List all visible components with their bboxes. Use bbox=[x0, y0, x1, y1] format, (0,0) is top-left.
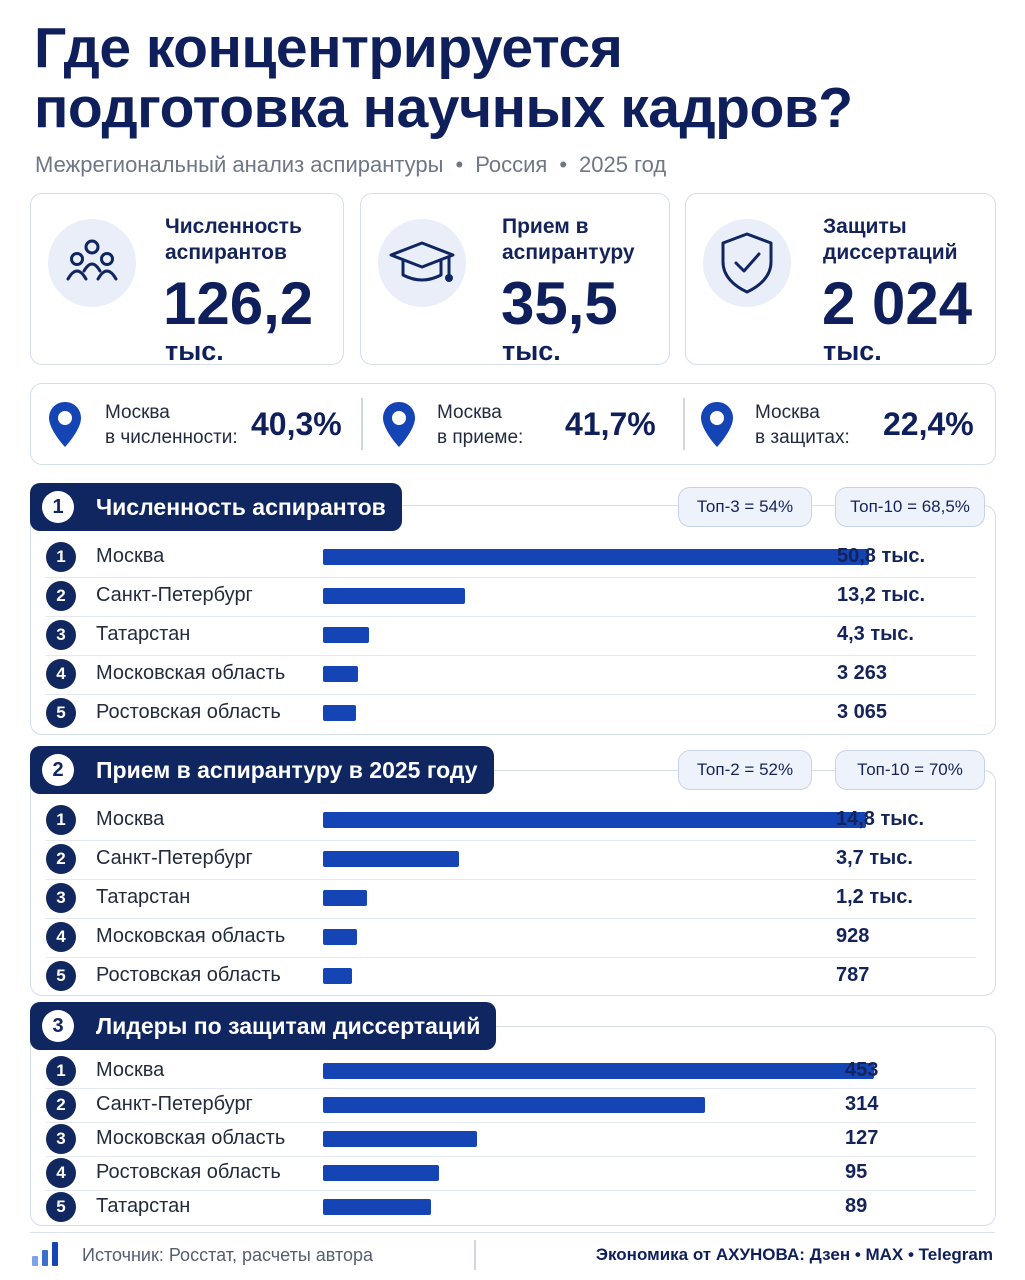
category-label: Москва bbox=[96, 1059, 165, 1081]
value-label: 787 bbox=[836, 964, 870, 986]
value-label: 4,3 тыс. bbox=[837, 623, 914, 645]
page-title bbox=[34, 18, 1014, 138]
subtitle-separator: • bbox=[455, 152, 464, 177]
bar-row bbox=[46, 1192, 976, 1222]
bar bbox=[323, 1165, 439, 1181]
category-label: Санкт-Петербург bbox=[96, 584, 253, 606]
section-header bbox=[30, 483, 402, 531]
bar bbox=[323, 588, 465, 604]
rank-badge: 4 bbox=[46, 922, 76, 952]
bar bbox=[323, 851, 459, 867]
stat-label: Прием в аспирантуру bbox=[502, 215, 635, 264]
stat-value: 2 024 bbox=[822, 270, 973, 337]
bar bbox=[323, 1131, 477, 1147]
bar-row bbox=[46, 1124, 976, 1154]
bar bbox=[323, 890, 367, 906]
stat-value: 126,2 bbox=[163, 270, 314, 337]
row-divider bbox=[46, 879, 976, 880]
rank-badge: 1 bbox=[46, 1056, 76, 1086]
value-label: 3 263 bbox=[837, 662, 888, 684]
moscow-share-students bbox=[31, 384, 361, 464]
bar bbox=[323, 1063, 874, 1079]
top-share-pill: Топ-3 = 54% bbox=[678, 487, 812, 527]
category-label: Ростовская область bbox=[96, 701, 281, 723]
rank-badge: 3 bbox=[46, 883, 76, 913]
row-divider bbox=[46, 616, 976, 617]
row-divider bbox=[46, 694, 976, 695]
location-pin-icon bbox=[47, 400, 83, 450]
category-label: Санкт-Петербург bbox=[96, 1093, 253, 1115]
share-value: 40,3% bbox=[251, 406, 342, 442]
bar-row bbox=[46, 803, 976, 837]
category-label: Ростовская область bbox=[96, 1161, 281, 1183]
share-label: Москва в приеме: bbox=[437, 402, 524, 448]
category-label: Ростовская область bbox=[96, 964, 281, 986]
value-label: 95 bbox=[845, 1161, 868, 1183]
rank-badge: 4 bbox=[46, 659, 76, 689]
category-label: Москва bbox=[96, 545, 165, 567]
bar-chart-icon bbox=[32, 1242, 60, 1266]
top-share-pill: Топ-10 = 70% bbox=[835, 750, 985, 790]
rank-badge: 5 bbox=[46, 698, 76, 728]
people-icon bbox=[48, 219, 136, 307]
value-label: 127 bbox=[845, 1127, 879, 1149]
top-share-pill: Топ-10 = 68,5% bbox=[835, 487, 985, 527]
bar-row bbox=[46, 618, 976, 652]
bar-row bbox=[46, 842, 976, 876]
section-title: Лидеры по защитам диссертаций bbox=[96, 1012, 481, 1039]
subtitle-country: Россия bbox=[475, 152, 548, 177]
category-label: Московская область bbox=[96, 1127, 286, 1149]
value-label: 89 bbox=[845, 1195, 868, 1217]
bar-row bbox=[46, 579, 976, 613]
bar-row bbox=[46, 1090, 976, 1120]
stat-label: Защиты диссертаций bbox=[823, 215, 958, 264]
location-pin-icon bbox=[699, 400, 735, 450]
value-label: 13,2 тыс. bbox=[837, 584, 926, 606]
category-label: Московская область bbox=[96, 662, 286, 684]
row-divider bbox=[46, 840, 976, 841]
row-divider bbox=[46, 577, 976, 578]
page-subtitle bbox=[35, 152, 666, 178]
stat-card-defenses bbox=[685, 193, 996, 365]
section-number: 3 bbox=[42, 1010, 74, 1042]
value-label: 1,2 тыс. bbox=[836, 886, 913, 908]
category-label: Татарстан bbox=[96, 886, 191, 908]
section-number: 1 bbox=[42, 491, 74, 523]
rank-badge: 5 bbox=[46, 1192, 76, 1222]
stat-label: Численность аспирантов bbox=[165, 215, 302, 264]
moscow-share-admissions bbox=[363, 384, 683, 464]
bar bbox=[323, 929, 357, 945]
title-line-1: Где концентрируется bbox=[34, 16, 623, 80]
title-line-2: подготовка научных кадров? bbox=[34, 76, 853, 140]
footer-separator bbox=[474, 1240, 476, 1270]
category-label: Московская область bbox=[96, 925, 286, 947]
bar bbox=[323, 549, 869, 565]
row-divider bbox=[46, 1088, 976, 1089]
moscow-share-defenses bbox=[685, 384, 995, 464]
category-label: Санкт-Петербург bbox=[96, 847, 253, 869]
rank-badge: 3 bbox=[46, 620, 76, 650]
bar-row bbox=[46, 540, 976, 574]
bar bbox=[323, 666, 358, 682]
stat-unit: тыс. bbox=[823, 336, 882, 366]
rank-badge: 2 bbox=[46, 844, 76, 874]
rank-badge: 5 bbox=[46, 961, 76, 991]
bar-row bbox=[46, 920, 976, 954]
stat-card-students bbox=[30, 193, 344, 365]
value-label: 3 065 bbox=[837, 701, 888, 723]
bar-row bbox=[46, 657, 976, 691]
footer-divider bbox=[30, 1232, 995, 1233]
value-label: 314 bbox=[845, 1093, 879, 1115]
stat-unit: тыс. bbox=[165, 336, 224, 366]
section-number: 2 bbox=[42, 754, 74, 786]
value-label: 928 bbox=[836, 925, 870, 947]
bar-row bbox=[46, 959, 976, 993]
bar bbox=[323, 705, 356, 721]
section-title: Численность аспирантов bbox=[96, 493, 386, 520]
share-label: Москва в защитах: bbox=[755, 402, 850, 448]
category-label: Москва bbox=[96, 808, 165, 830]
row-divider bbox=[46, 655, 976, 656]
share-value: 41,7% bbox=[565, 406, 656, 442]
bar bbox=[323, 968, 352, 984]
bar-row bbox=[46, 881, 976, 915]
bar bbox=[323, 812, 866, 828]
row-divider bbox=[46, 1122, 976, 1123]
shield-check-icon bbox=[703, 219, 791, 307]
rank-badge: 1 bbox=[46, 805, 76, 835]
bar bbox=[323, 1097, 705, 1113]
value-label: 14,8 тыс. bbox=[836, 808, 925, 830]
value-label: 3,7 тыс. bbox=[836, 847, 913, 869]
location-pin-icon bbox=[381, 400, 417, 450]
rank-badge: 1 bbox=[46, 542, 76, 572]
bar-row bbox=[46, 1056, 976, 1086]
rank-badge: 4 bbox=[46, 1158, 76, 1188]
category-label: Татарстан bbox=[96, 623, 191, 645]
graduation-cap-icon bbox=[378, 219, 466, 307]
author-brand: Экономика от АХУНОВА: Дзен • MAX • Telegram bbox=[595, 1245, 993, 1264]
section-header bbox=[30, 746, 494, 794]
row-divider bbox=[46, 1190, 976, 1191]
bar bbox=[323, 627, 369, 643]
value-label: 453 bbox=[845, 1059, 879, 1081]
bar bbox=[323, 1199, 431, 1215]
moscow-share-panel bbox=[30, 383, 996, 465]
bar-row bbox=[46, 696, 976, 730]
source-note: Источник: Росстат, расчеты автора bbox=[82, 1245, 374, 1265]
stat-unit: тыс. bbox=[502, 336, 561, 366]
rank-badge: 3 bbox=[46, 1124, 76, 1154]
subtitle-separator: • bbox=[559, 152, 568, 177]
bar-row bbox=[46, 1158, 976, 1188]
stat-value: 35,5 bbox=[501, 270, 618, 337]
value-label: 50,8 тыс. bbox=[837, 545, 926, 567]
rank-badge: 2 bbox=[46, 581, 76, 611]
subtitle-year: 2025 год bbox=[579, 152, 667, 177]
section-header bbox=[30, 1002, 496, 1050]
subtitle-topic: Межрегиональный анализ аспирантуры bbox=[35, 152, 444, 177]
category-label: Татарстан bbox=[96, 1195, 191, 1217]
row-divider bbox=[46, 1156, 976, 1157]
section-title: Прием в аспирантуру в 2025 году bbox=[96, 756, 478, 783]
top-share-pill: Топ-2 = 52% bbox=[678, 750, 812, 790]
rank-badge: 2 bbox=[46, 1090, 76, 1120]
row-divider bbox=[46, 918, 976, 919]
share-value: 22,4% bbox=[883, 406, 974, 442]
stat-card-admissions bbox=[360, 193, 670, 365]
row-divider bbox=[46, 957, 976, 958]
share-label: Москва в численности: bbox=[105, 402, 238, 448]
